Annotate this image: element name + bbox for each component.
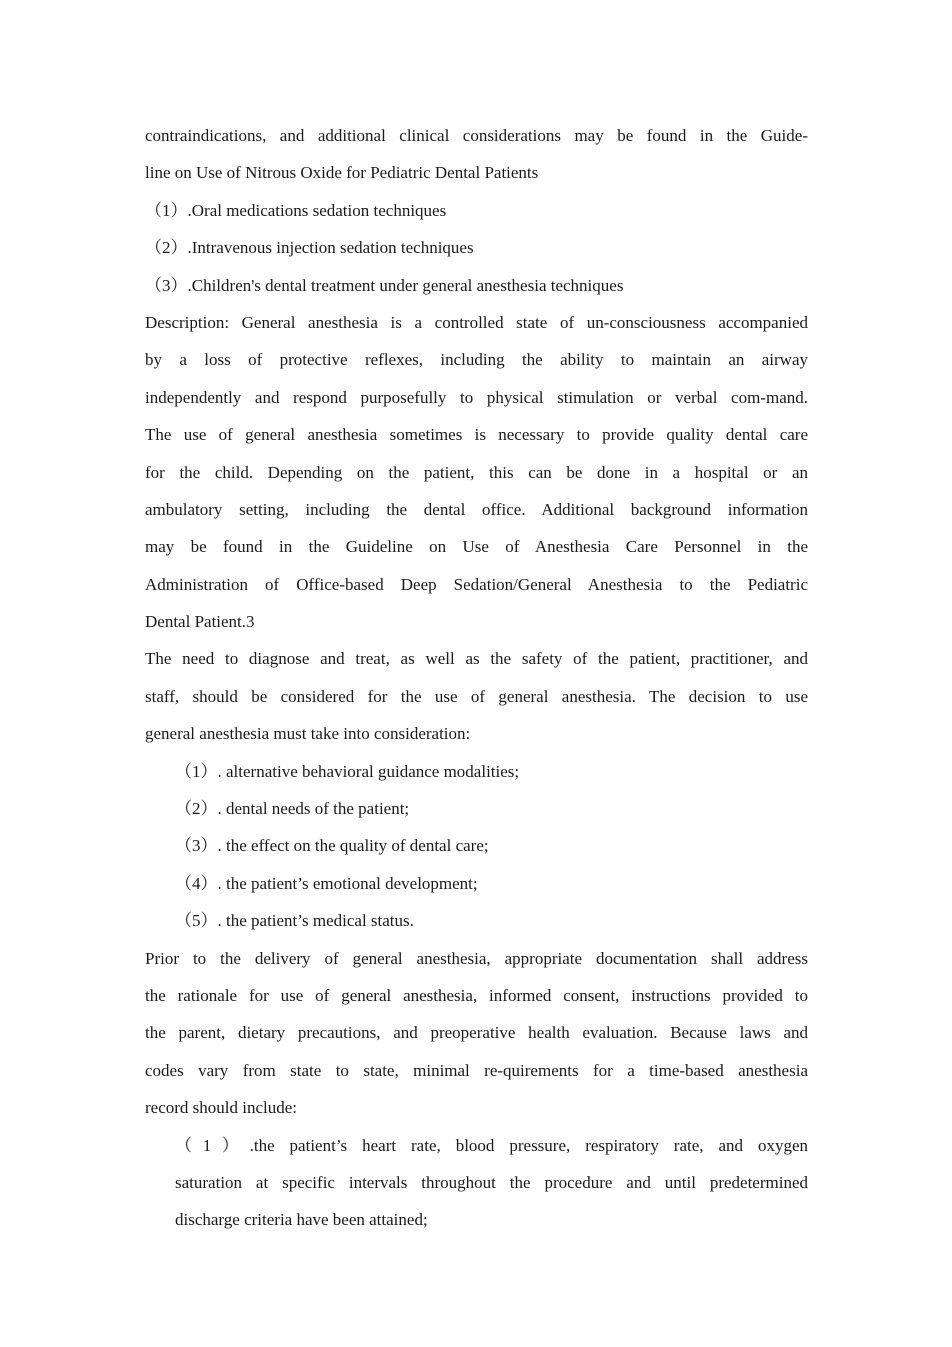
- record-item-1-end: discharge criteria have been attained;: [175, 1210, 428, 1230]
- description-line: The use of general anesthesia sometimes is necessary to provide quality dental care: [145, 425, 808, 445]
- technique-item-2: （2）.Intravenous injection sedation techniques: [145, 238, 474, 258]
- description-line: may be found in the Guideline on Use of Anesthesia Care Personnel in the: [145, 537, 808, 557]
- document-page: [145, 117, 808, 1239]
- technique-item-1: （1）.Oral medications sedation techniques: [145, 200, 447, 220]
- prior-line: codes vary from state to state, minimal re-quirements for a time-based anesthesia: [145, 1060, 808, 1080]
- description-line: independently and respond purposefully to physical stimulation or verbal com-mand.: [145, 387, 808, 407]
- description-line: Description: General anesthesia is a controlled state of un-consciousness accompanied: [145, 312, 808, 332]
- consideration-item-3: （3）. the effect on the quality of dental care;: [175, 836, 489, 856]
- prior-line: Prior to the delivery of general anesthesia, appropriate documentation shall address: [145, 948, 808, 968]
- description-line: ambulatory setting, including the dental office. Additional background information: [145, 499, 808, 519]
- need-line: The need to diagnose and treat, as well as the safety of the patient, practitioner, and: [145, 649, 808, 669]
- description-line: Dental Patient.3: [145, 612, 255, 632]
- need-line: staff, should be considered for the use of general anesthesia. The decision to use: [145, 686, 808, 706]
- need-line: general anesthesia must take into consideration:: [145, 724, 471, 744]
- description-line: by a loss of protective reflexes, including the ability to maintain an airway: [145, 350, 808, 370]
- consideration-item-5: （5）. the patient’s medical status.: [175, 911, 414, 931]
- intro-line-1: contraindications, and additional clinical considerations may be found in the Guide-: [145, 126, 808, 145]
- record-item-1-cont: saturation at specific intervals throughout the procedure and until predetermined: [175, 1172, 808, 1192]
- consideration-item-4: （4）. the patient’s emotional development;: [175, 873, 478, 893]
- consideration-item-1: （1）. alternative behavioral guidance modalities;: [175, 761, 520, 781]
- consideration-item-2: （2）. dental needs of the patient;: [175, 799, 410, 819]
- technique-item-3: （3）.Children's dental treatment under general anesthesia techniques: [145, 275, 624, 295]
- prior-line: the rationale for use of general anesthesia, informed consent, instructions provided to: [145, 985, 808, 1005]
- prior-line: the parent, dietary precautions, and preoperative health evaluation. Because laws and: [145, 1023, 808, 1043]
- description-line: Administration of Office-based Deep Sedation/General Anesthesia to the Pediatric: [145, 574, 808, 594]
- record-item-1: （1）.the patient’s heart rate, blood pressure, respiratory rate, and oxygen: [175, 1135, 808, 1155]
- intro-line-2: line on Use of Nitrous Oxide for Pediatric Dental Patients: [145, 163, 539, 183]
- description-line: for the child. Depending on the patient, this can be done in a hospital or an: [145, 462, 808, 482]
- prior-line: record should include:: [145, 1098, 298, 1118]
